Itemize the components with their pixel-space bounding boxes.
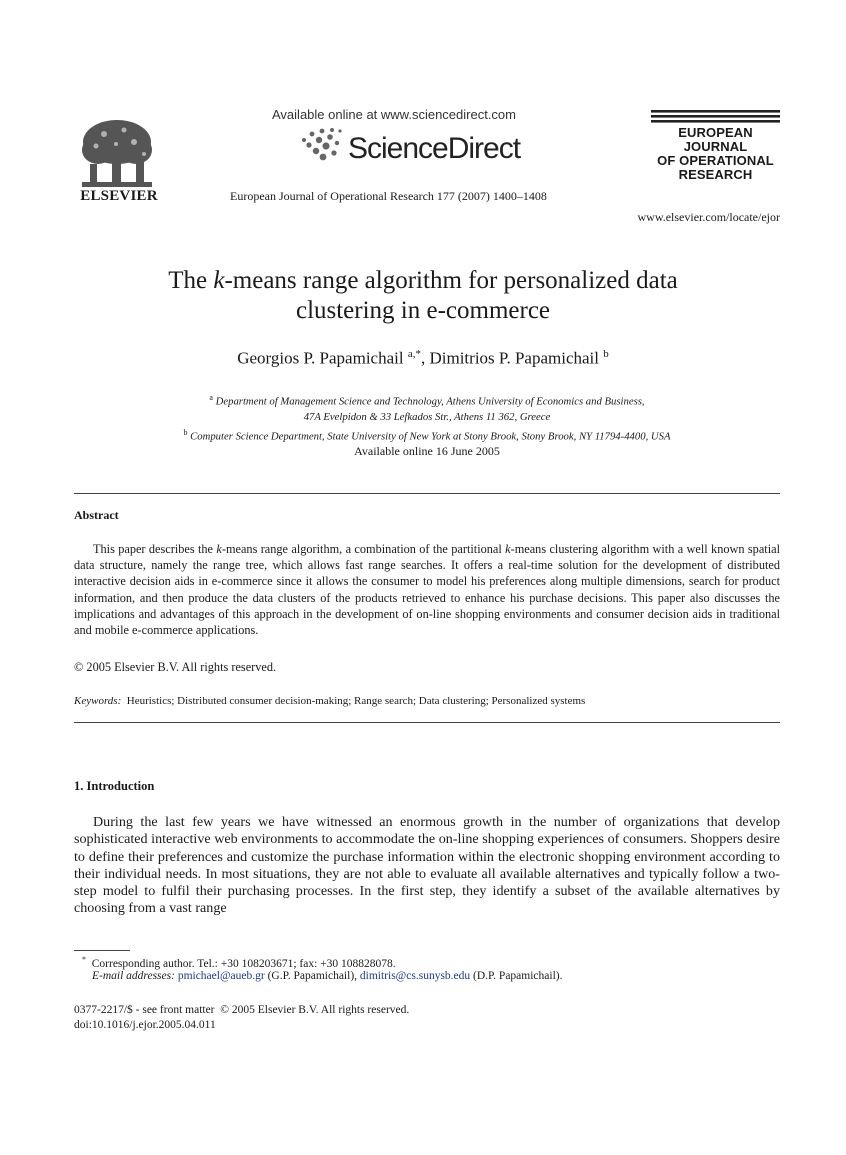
affiliation-a xyxy=(74,390,780,410)
abstract-fragment: -means clustering algorithm with a well known spatial data structure, namely the range tree, which allows fast range searches. It offers a real-time solution for the development of distributed interactive decision aids in e-commerce since it allows the consumer to model his preferences along multiple dimensions, search for product information, and then produce the data clusters of the products retrieved to enhance his purchase decisions. This paper also discusses the implications and advantages of this approach in the development of on-line shopping environments and consumer decision aids in traditional and mobile e-commerce applications. xyxy=(74,542,780,638)
affiliation-mark: a xyxy=(209,393,213,402)
author-affiliation-mark: a,* xyxy=(407,348,421,360)
affiliation-a-address: 47A Evelpidon & 33 Lefkados Str., Athens 11 362, Greece xyxy=(303,410,551,423)
sciencedirect-wordmark: ScienceDirect xyxy=(348,132,521,165)
keywords-label: Keywords: xyxy=(74,695,122,707)
title-k: k xyxy=(213,267,225,294)
affiliation-mark: b xyxy=(183,427,188,437)
footnote-text: Corresponding author. Tel.: +30 108203671; fax: +30 108828078. xyxy=(86,957,396,970)
email-label: E-mail addresses: xyxy=(92,970,175,982)
abstract-k: k xyxy=(505,542,511,556)
doi-line: doi:10.1016/j.ejor.2005.04.011 xyxy=(74,1019,216,1031)
title-text: -means range algorithm for personalized data xyxy=(224,267,678,294)
author-list xyxy=(90,348,756,369)
affiliation-text: Department of Management Science and Technology, Athens University of Economics and Business, xyxy=(212,395,645,408)
abstract-copyright: © 2005 Elsevier B.V. All rights reserved. xyxy=(74,660,277,674)
publisher-name: ELSEVIER xyxy=(80,188,158,204)
journal-logo-line: JOURNAL xyxy=(683,139,748,155)
footnote-rule xyxy=(74,950,130,951)
journal-citation: European Journal of Operational Research 177 (2007) 1400–1408 xyxy=(230,189,547,203)
author-affiliation-mark: b xyxy=(603,348,609,360)
author-separator: , xyxy=(420,348,430,368)
issn-line: 0377-2217/$ - see front matter © 2005 Elsevier B.V. All rights reserved. xyxy=(74,1004,410,1016)
journal-logo-line: EUROPEAN xyxy=(678,125,753,140)
journal-logo-line: RESEARCH xyxy=(678,167,753,183)
divider xyxy=(74,493,780,494)
title-text: The xyxy=(168,267,214,294)
affiliations xyxy=(74,390,780,444)
keywords xyxy=(74,695,585,707)
abstract-fragment: This paper describes the xyxy=(93,542,217,556)
journal-logo-rules xyxy=(651,110,780,124)
email-link[interactable]: pmichael@aueb.gr xyxy=(177,970,265,982)
affiliation-text: Computer Science Department, State University of New York at Stony Brook, Stony Brook, NY 11794-4400, USA xyxy=(187,430,671,443)
keywords-list: Heuristics; Distributed consumer decision-making; Range search; Data clustering; Personalized systems xyxy=(121,695,586,707)
introduction-paragraph: During the last few years we have witnessed an enormous growth in the number of organizations that develop sophisticated interactive web environments to accommodate the on-line shopping experiences of consumers. Shoppers desire to define their preferences and customize the purchase information within the electronic shopping environment according to their individual needs. In most situations, they are not able to evaluate all available alternatives and typically follow a two-step model to fulfil their purchasing processes. In the first step, they identify a subset of the available alternatives by choosing from a vast range xyxy=(74,814,780,917)
title-line-2: clustering in e-commerce xyxy=(295,297,551,324)
journal-logo xyxy=(651,126,780,182)
divider xyxy=(74,722,780,723)
section-heading: 1. Introduction xyxy=(74,779,155,793)
footnote-mark: * xyxy=(82,955,86,964)
article-title xyxy=(90,266,756,326)
abstract-k: k xyxy=(216,542,222,556)
email-link[interactable]: dimitris@cs.sunysb.edu xyxy=(359,970,471,982)
abstract-heading: Abstract xyxy=(74,508,119,522)
available-online-date: Available online 16 June 2005 xyxy=(354,444,500,458)
footnote-emails xyxy=(92,970,562,982)
author-name: Dimitrios P. Papamichail xyxy=(429,348,604,368)
journal-url-link[interactable]: www.elsevier.com/locate/ejor xyxy=(637,210,780,224)
email-owner: (G.P. Papamichail), xyxy=(264,970,360,982)
title-line-1 xyxy=(90,266,756,296)
affiliation-b xyxy=(74,425,780,445)
abstract-text xyxy=(74,541,780,638)
author-name: Georgios P. Papamichail xyxy=(237,348,408,368)
email-owner: (D.P. Papamichail). xyxy=(470,970,563,982)
available-online-text: Available online at www.sciencedirect.com xyxy=(272,107,516,122)
footnote-corresponding xyxy=(82,955,396,970)
sciencedirect-dots-icon xyxy=(296,127,344,163)
abstract-fragment: -means range algorithm, a combination of the partitional xyxy=(221,542,506,556)
journal-logo-line: OF OPERATIONAL xyxy=(657,153,774,169)
